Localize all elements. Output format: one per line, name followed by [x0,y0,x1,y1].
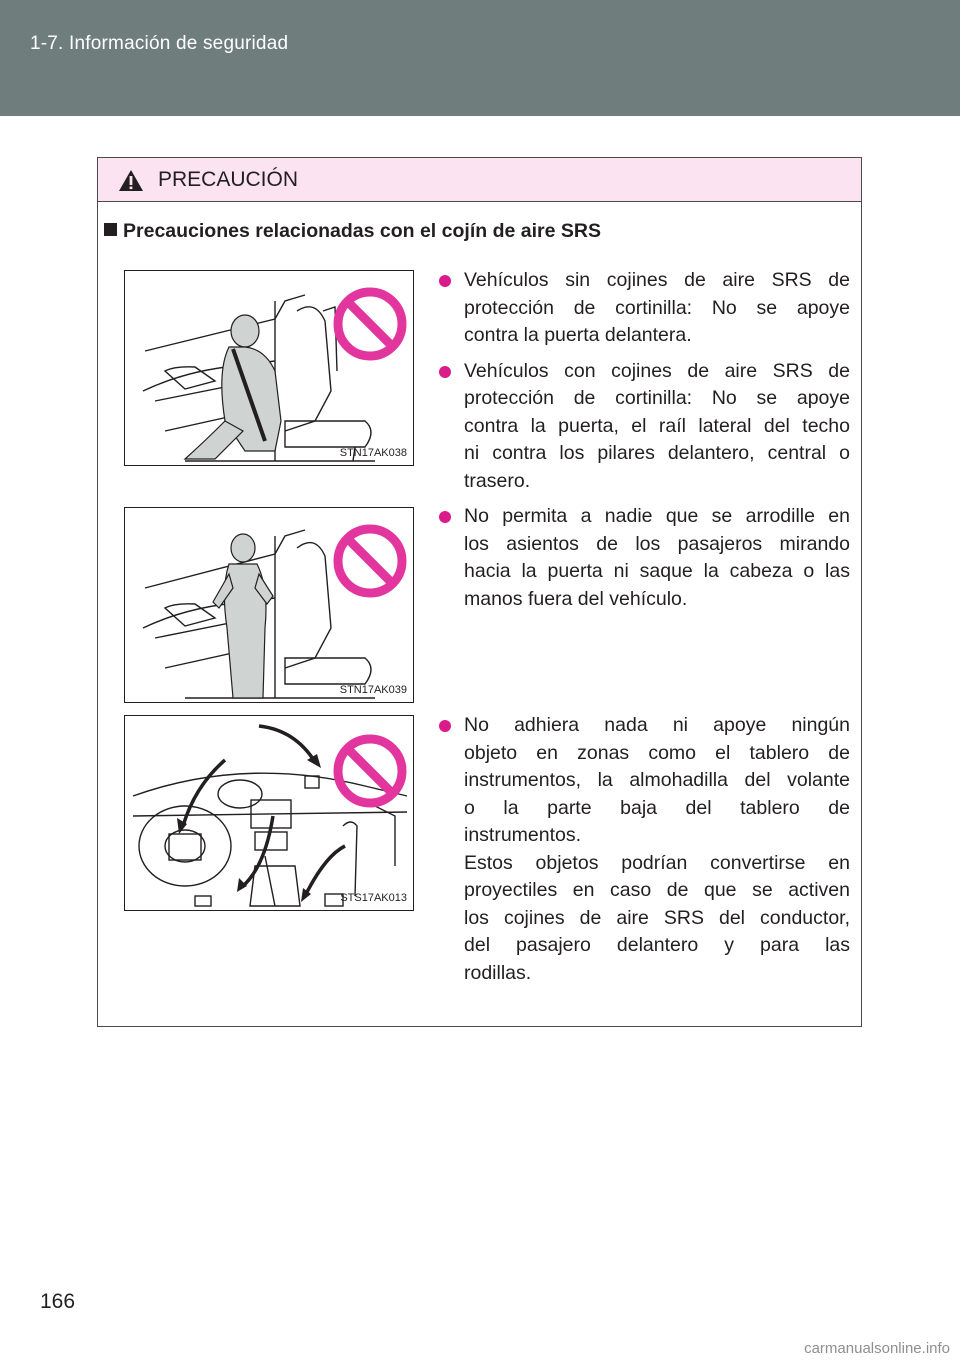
watermark: carmanualsonline.info [804,1340,950,1357]
page-header [0,0,960,116]
prohibition-icon [331,732,409,810]
figure-dashboard [124,715,414,911]
bullet-list-1 [436,267,850,621]
bullet-list-2 [436,712,850,995]
figure-code: STN17AK038 [339,447,407,459]
bullet-item: No adhiera nada ni apoye ningún objeto en zonas como el tablero de instrumentos, la almohadilla del volante o la parte baja del tablero de instrumentos. Estos objetos podrían convertirse en proyectiles en caso de que se activen los cojines de aire SRS del conductor, del pasajero delantero y para las rodillas. [436,712,850,987]
warning-triangle-icon [118,169,144,192]
prohibition-icon [331,285,409,363]
caution-box [97,157,862,1027]
bullet-dot-icon [439,366,451,378]
precaution-heading [104,220,601,243]
page-number: 166 [40,1290,76,1313]
caution-label: PRECAUCIÓN [158,168,299,191]
figure-kneeling [124,507,414,703]
figure-code: STN17AK039 [339,684,407,696]
caution-header [98,158,861,202]
figure-door-lean [124,270,414,466]
figure-code: STS17AK013 [340,892,407,904]
bullet-dot-icon [439,511,451,523]
bullet-item: Vehículos con cojines de aire SRS de protección de cortinilla: No se apoye contra la puerta, el raíl lateral del techo ni contra los pilares delantero, central o trasero. [436,358,850,496]
bullet-item: Vehículos sin cojines de aire SRS de protección de cortinilla: No se apoye contra la puerta delantera. [436,267,850,350]
square-bullet-icon [104,223,117,236]
bullet-dot-icon [439,275,451,287]
prohibition-icon [331,522,409,600]
precaution-heading-text: Precauciones relacionadas con el cojín de aire SRS [123,220,601,242]
bullet-item: No permita a nadie que se arrodille en los asientos de los pasajeros mirando hacia la puerta ni saque la cabeza o las manos fuera del vehículo. [436,503,850,613]
section-title: 1-7. Información de seguridad [30,33,289,54]
bullet-dot-icon [439,720,451,732]
